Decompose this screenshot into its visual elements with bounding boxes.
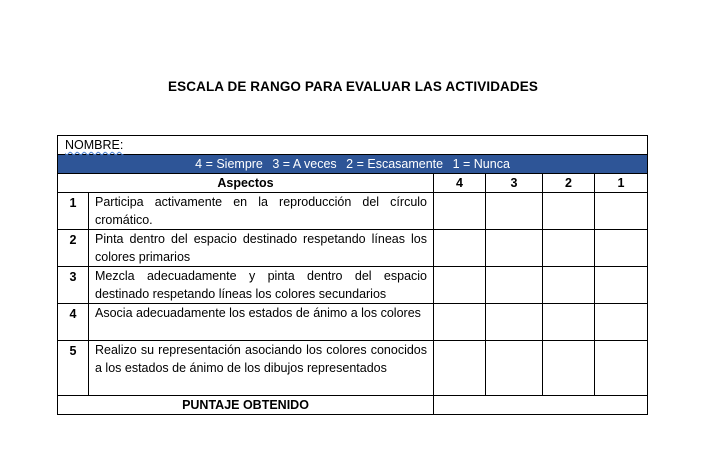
row-number: 2 — [58, 230, 89, 267]
table-row — [58, 341, 648, 396]
legend-cell — [58, 155, 648, 174]
score-header-4: 4 — [434, 174, 486, 193]
row-number: 3 — [58, 267, 89, 304]
score-cell-4[interactable] — [434, 193, 486, 230]
name-cell — [58, 136, 648, 155]
name-row — [58, 136, 648, 155]
rating-scale-table — [57, 135, 648, 415]
score-header-1: 1 — [595, 174, 648, 193]
score-header-3: 3 — [486, 174, 543, 193]
aspect-text: Mezcla adecuadamente y pinta dentro del espacio destinado respetando líneas los colores secundarios — [89, 267, 434, 304]
table-row — [58, 267, 648, 304]
score-cell-2[interactable] — [543, 304, 595, 341]
score-cell-3[interactable] — [486, 304, 543, 341]
aspects-header: Aspectos — [58, 174, 434, 193]
legend-item-4: 4 = Siempre — [195, 157, 263, 171]
score-cell-1[interactable] — [595, 267, 648, 304]
score-cell-3[interactable] — [486, 193, 543, 230]
table-row — [58, 304, 648, 341]
table-row — [58, 193, 648, 230]
legend-row — [58, 155, 648, 174]
score-cell-4[interactable] — [434, 230, 486, 267]
legend-item-3: 3 = A veces — [272, 157, 337, 171]
score-cell-3[interactable] — [486, 230, 543, 267]
score-cell-4[interactable] — [434, 341, 486, 396]
legend-item-2: 2 = Escasamente — [346, 157, 444, 171]
aspect-text: Asocia adecuadamente los estados de ánimo a los colores — [89, 304, 434, 341]
aspect-text: Participa activamente en la reproducción del círculo cromático. — [89, 193, 434, 230]
score-cell-1[interactable] — [595, 304, 648, 341]
name-label: NOMBRE: — [65, 138, 124, 152]
score-cell-3[interactable] — [486, 267, 543, 304]
row-number: 1 — [58, 193, 89, 230]
score-cell-1[interactable] — [595, 230, 648, 267]
table-row — [58, 230, 648, 267]
score-cell-1[interactable] — [595, 193, 648, 230]
score-cell-2[interactable] — [543, 267, 595, 304]
score-header-2: 2 — [543, 174, 595, 193]
row-number: 5 — [58, 341, 89, 396]
document-title: ESCALA DE RANGO PARA EVALUAR LAS ACTIVIDADES — [168, 79, 538, 94]
score-cell-2[interactable] — [543, 193, 595, 230]
header-row — [58, 174, 648, 193]
total-label: PUNTAJE OBTENIDO — [58, 396, 434, 415]
aspect-text: Realizo su representación asociando los colores conocidos a los estados de ánimo de los dibujos representados — [89, 341, 434, 396]
legend-item-1: 1 = Nunca — [452, 157, 510, 171]
score-cell-4[interactable] — [434, 304, 486, 341]
total-row — [58, 396, 648, 415]
score-cell-2[interactable] — [543, 341, 595, 396]
row-number: 4 — [58, 304, 89, 341]
score-cell-2[interactable] — [543, 230, 595, 267]
score-cell-4[interactable] — [434, 267, 486, 304]
aspect-text: Pinta dentro del espacio destinado respetando líneas los colores primarios — [89, 230, 434, 267]
score-cell-1[interactable] — [595, 341, 648, 396]
score-cell-3[interactable] — [486, 341, 543, 396]
total-score-cell[interactable] — [434, 396, 648, 415]
